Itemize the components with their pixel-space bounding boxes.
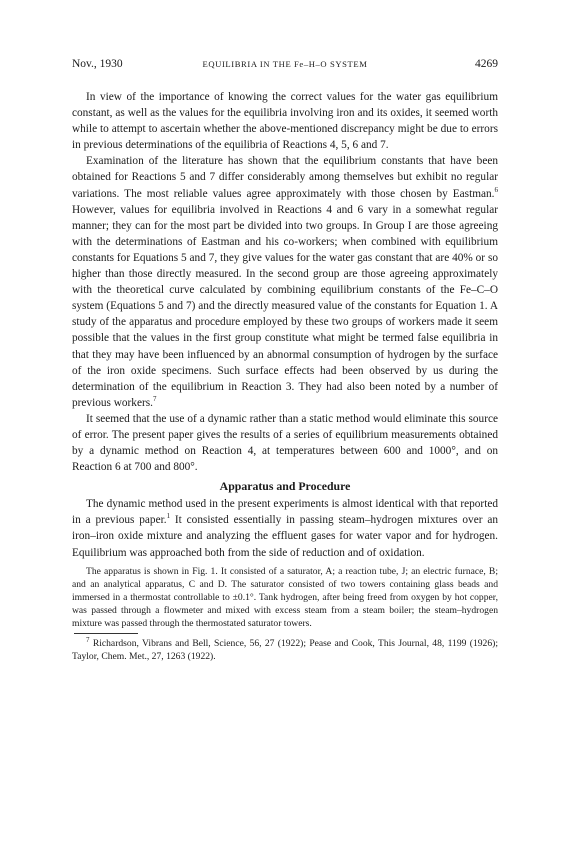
- footnote-text: Richardson, Vibrans and Bell, Science, 56, 27 (1922); Pease and Cook, This Journal, 48, 1199 (1926); Taylor, Chem. Met., 27, 1263 (1922).: [72, 637, 498, 662]
- paragraph-1: In view of the importance of knowing the correct values for the water gas equilibrium constant, as well as the values for the equilibria involving iron and its oxides, it seemed worth while to attempt to ascertain whether the above-mentioned discrepancy might be due to errors in previous determinations of the equilibria of Reactions 4, 5, 6 and 7.: [72, 91, 498, 152]
- paragraph-2-text-a: Examination of the literature has shown that the equilibrium constants that have been obtained for Reactions 5 and 7 differ considerably among themselves but exhibit no regular variations. The most reliable values agree approximately with those chosen by Eastman.: [72, 155, 498, 200]
- page-header: [72, 58, 498, 74]
- page-number: 4269: [475, 58, 498, 70]
- footnote-mark: 7: [86, 635, 90, 644]
- footnote-divider: [74, 633, 138, 634]
- footnote-ref-7: 7: [152, 395, 157, 404]
- footnote-ref-1: 1: [166, 512, 171, 521]
- section-heading: Apparatus and Procedure: [219, 479, 351, 494]
- paragraph-4-text-a: The dynamic method used in the present experiments is almost identical with that reported in a previous paper.: [72, 498, 498, 527]
- footnote-ref-6: 6: [494, 185, 498, 194]
- apparatus-description: The apparatus is shown in Fig. 1. It consisted of a saturator, A; a reaction tube, J; an electric furnace, B; and an analytical apparatus, C and D. The saturator consisted of two towers containing glass beads and immersed in a thermostat controllable to ±0.1°. Tank hydrogen, after being freed from oxygen by hot copper, was passed through a flowmeter and mixed with excess steam from a steam boiler; the steam–hydrogen mixture was passed through the thermostated saturator towers.: [72, 565, 498, 630]
- paragraph-3: It seemed that the use of a dynamic rather than a static method would eliminate this source of error. The present paper gives the results of a series of equilibrium measurements obtained by a dynamic method on Reaction 4, at temperatures between 600 and 1000°, and on Reaction 6 at 700 and 800°.: [72, 412, 498, 474]
- header-date: Nov., 1930: [72, 58, 123, 70]
- paragraph-4-text-b: It consisted essentially in passing steam–hydrogen mixtures over an iron–iron oxide mixture and analyzing the effluent gases for water vapor and for hydrogen. Equilibrium was approached both from the side of reduction and of oxidation.: [72, 514, 498, 559]
- paragraph-2-text-b: However, values for equilibria involved in Reactions 4 and 6 vary in a somewhat regular manner; they can for the most part be divided into two groups. In Group I are those agreeing with the determinations of Eastman and his co-workers; when combined with equilibrium constants for Equations 5 and 7, they give values for the water gas constant that are 40% or so higher than those directly measured. In the second group are those agreeing approximately with the theoretical curve calculated by combining equilibrium constants of the Fe–C–O system (Equations 5 and 7) and the directly measured value of the constants for Equation 1. A study of the apparatus and procedure employed by these two groups of workers made it seem possible that the values in the first group constitute what might be termed false equilibria in that they may have been influenced by an abnormal consumption of hydrogen by the surface of the iron oxide specimens. Such surface effects had been observed by us during the determination of the equilibrium in Reaction 3. They had also been noted by a number of previous workers.: [72, 203, 498, 409]
- article-body: [72, 89, 498, 663]
- paragraph-4: [72, 496, 498, 560]
- footnotes: [72, 637, 498, 663]
- running-title: EQUILIBRIA IN THE Fe–H–O SYSTEM: [202, 59, 368, 69]
- small-print-block: [72, 565, 498, 631]
- paragraph-2: [72, 153, 498, 411]
- footnote-7: [72, 637, 498, 663]
